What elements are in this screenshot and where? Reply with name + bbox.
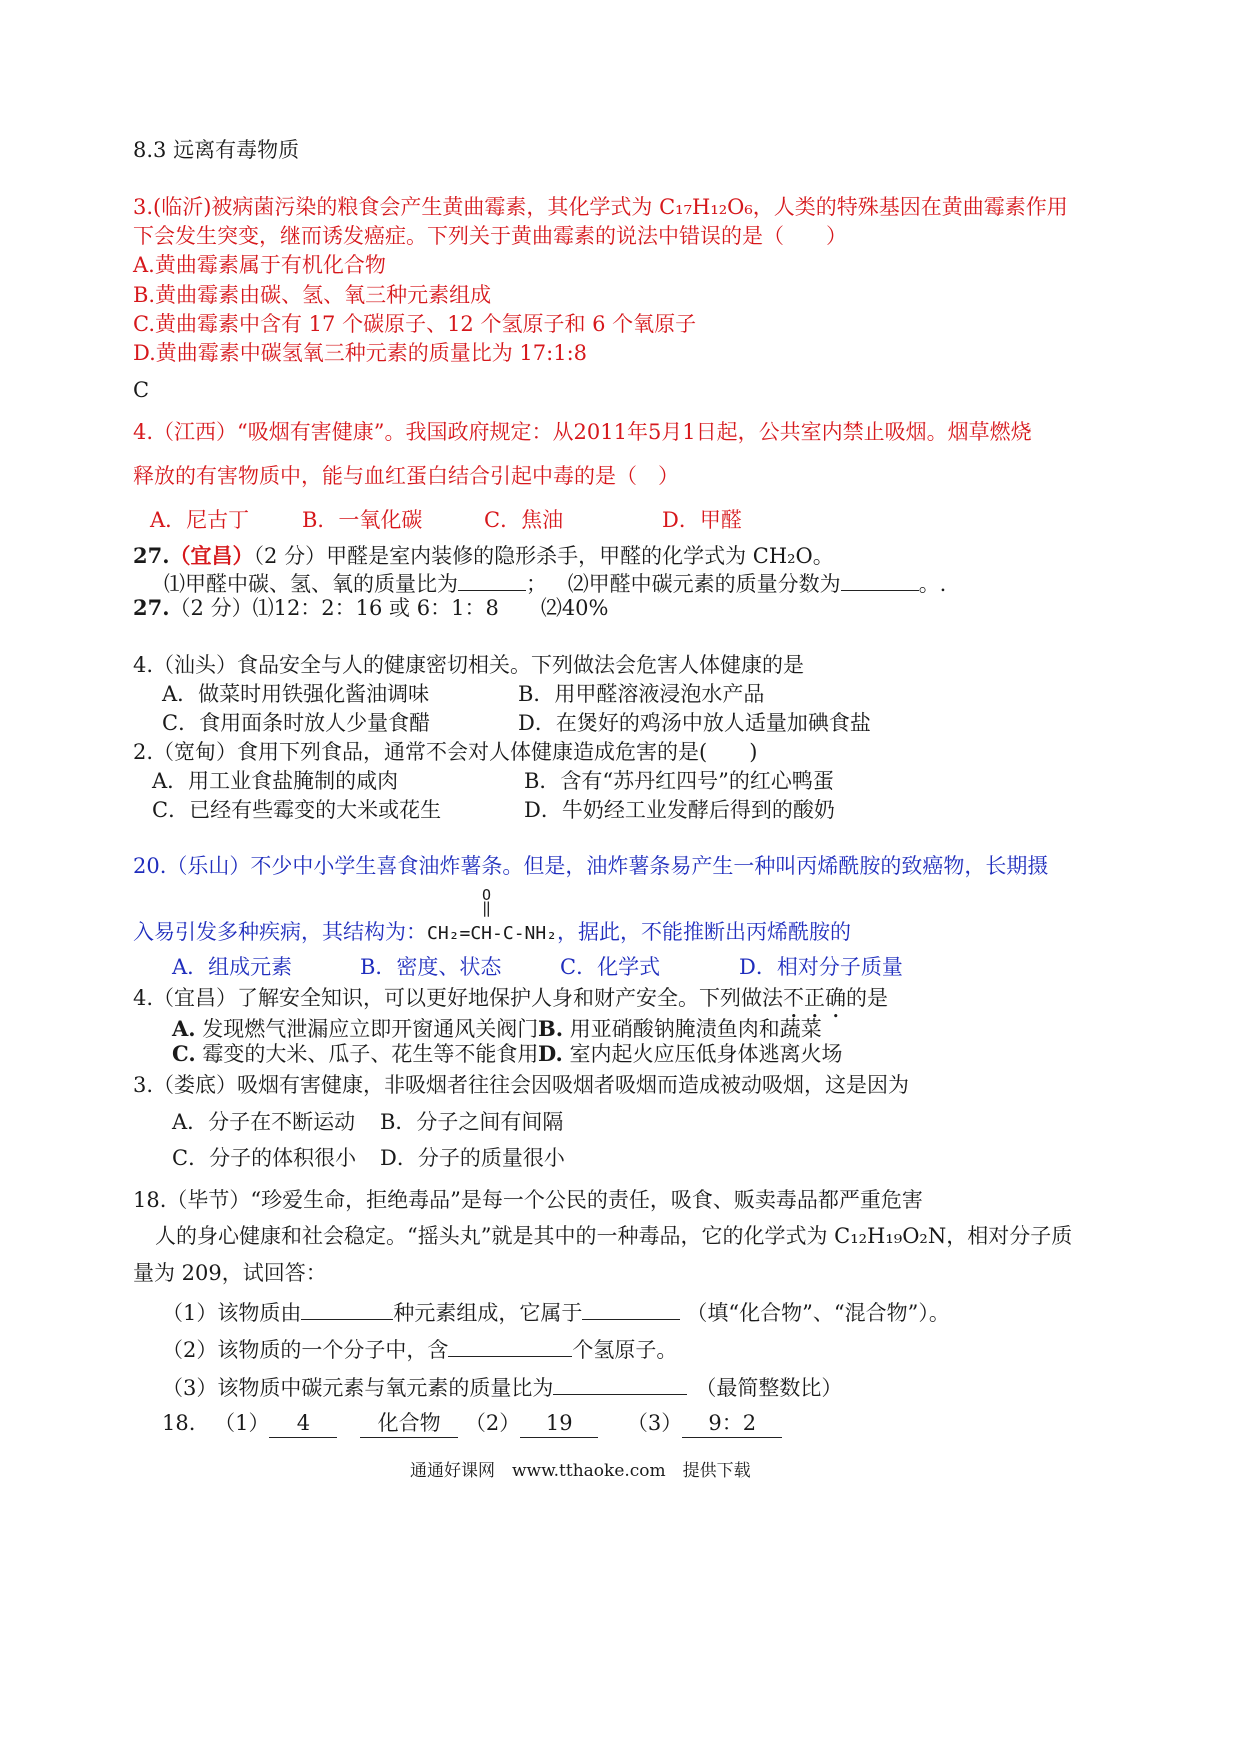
question-leshan-line2-a: 入易引发多种疾病，其结构为：	[133, 920, 427, 944]
option-b: B．用甲醛溶液浸泡水产品	[518, 682, 765, 706]
sub-question-2	[162, 1334, 677, 1364]
question-jiangxi-line1: 4.（江西）“吸烟有害健康”。我国政府规定：从2011年5月1日起，公共室内禁止吸烟。烟草燃烧	[133, 420, 1032, 444]
question-leshan-line2	[133, 918, 851, 948]
sub-question-text: （最简整数比）	[695, 1376, 843, 1400]
question-jiangxi-line2: 释放的有害物质中，能与血红蛋白结合引起中毒的是（ ）	[133, 464, 679, 488]
option-a: A.黄曲霉素属于有机化合物	[133, 253, 386, 277]
option-c: C.黄曲霉素中含有 17 个碳原子、12 个氢原子和 6 个氧原子	[133, 312, 697, 336]
option-text: 用亚硝酸钠腌渍鱼肉和蔬菜	[569, 1017, 822, 1041]
answer-value: 4	[269, 1409, 337, 1438]
structural-formula: CH₂=CH-C-NH₂	[427, 923, 558, 944]
option-b	[538, 1015, 822, 1043]
option-letter: D.	[538, 1041, 563, 1066]
sub-question-text: 种元素组成，它属于	[393, 1301, 583, 1325]
answer-label: （2）	[464, 1411, 521, 1435]
answer-yichang27	[133, 594, 609, 622]
option-b: B．一氧化碳	[302, 508, 423, 532]
question-kuandian: 2.（宽甸）食用下列食品，通常不会对人体健康造成危害的是( )	[133, 740, 758, 764]
question-bijie-line3: 量为 209，试回答：	[133, 1261, 327, 1285]
question-text: （2 分）甲醛是室内装修的隐形杀手，甲醛的化学式为 CH₂O。	[253, 544, 834, 568]
question-shantou: 4.（汕头）食品安全与人的健康密切相关。下列做法会危害人体健康的是	[133, 653, 805, 677]
option-b: B．密度、状态	[360, 955, 502, 979]
emphasis-not-correct: 不正确	[783, 986, 847, 1010]
answer-blank[interactable]	[301, 1297, 393, 1320]
section-title: 8.3 远离有毒物质	[133, 138, 300, 162]
answer-blank[interactable]	[553, 1372, 687, 1395]
answer-number: 27.	[133, 595, 170, 620]
option-b: B．含有“苏丹红四号”的红心鸭蛋	[524, 769, 834, 793]
option-d: D．相对分子质量	[739, 955, 903, 979]
answer-value: 化合物	[360, 1409, 458, 1438]
question-yichang27	[133, 542, 834, 570]
question-linyi-line1: 3.(临沂)被病菌污染的粮食会产生黄曲霉素，其化学式为 C₁₇H₁₂O₆，人类的特殊基因在黄曲霉素作用	[133, 195, 1068, 219]
sub-question-text: （3）该物质中碳元素与氧元素的质量比为	[162, 1376, 554, 1400]
sub-question-text: （2）该物质的一个分子中，含	[162, 1338, 449, 1362]
option-c: C．化学式	[560, 955, 661, 979]
option-c: C．食用面条时放人少量食醋	[162, 711, 431, 735]
option-letter: C.	[172, 1041, 196, 1066]
question-loudi: 3.（娄底）吸烟有害健康，非吸烟者往往会因吸烟者吸烟而造成被动吸烟，这是因为	[133, 1073, 910, 1097]
option-d: D．在煲好的鸡汤中放人适量加碘食盐	[518, 711, 871, 735]
answer-value: 19	[520, 1409, 598, 1438]
answer-blank[interactable]	[448, 1334, 572, 1357]
formula-double-bond: ‖	[482, 899, 492, 917]
sub-question-2: ⑵甲醛中碳元素的质量分数为	[567, 572, 841, 596]
option-c: C．分子的体积很小	[172, 1146, 357, 1170]
option-text: 发现燃气泄漏应立即开窗通风关阀门	[202, 1017, 539, 1041]
question-leshan-line1: 20.（乐山）不少中小学生喜食油炸薯条。但是，油炸薯条易产生一种叫丙烯酰胺的致癌物，长期摄	[133, 854, 1049, 878]
sub-question-text: （1）该物质由	[162, 1301, 302, 1325]
option-text: 室内起火应压低身体逃离火场	[569, 1042, 843, 1066]
option-letter: A.	[172, 1016, 196, 1041]
option-d	[538, 1040, 842, 1068]
answer-number: 18.	[162, 1411, 196, 1435]
answer-bijie	[162, 1409, 782, 1438]
answer-value: 9：2	[682, 1409, 782, 1438]
option-c: C．焦油	[484, 508, 564, 532]
answer-text: （2 分）⑴12：2：16 或 6：1：8 ⑵40%	[169, 596, 609, 620]
question-linyi-line2: 下会发生突变，继而诱发癌症。下列关于黄曲霉素的说法中错误的是（ ）	[133, 224, 847, 248]
footer-text: 通通好课网 www.tthaoke.com 提供下载	[410, 1461, 751, 1481]
question-leshan-line2-b: ，据此，不能推断出丙烯酰胺的	[557, 920, 852, 944]
option-b: B．分子之间有间隔	[380, 1110, 564, 1134]
option-a: A．做菜时用铁强化酱油调味	[162, 682, 430, 706]
question-number: 27.	[133, 543, 170, 568]
question-yichang4-c: 的是	[846, 986, 889, 1010]
answer-blank[interactable]	[582, 1297, 680, 1320]
question-bijie-line1: 18.（毕节）“珍爱生命，拒绝毒品”是每一个公民的责任，吸食、贩卖毒品都严重危害	[133, 1188, 923, 1212]
option-letter: B.	[538, 1016, 564, 1041]
sub-question-1: ⑴甲醛中碳、氢、氧的质量比为	[164, 572, 458, 596]
option-d: D．分子的质量很小	[380, 1146, 565, 1170]
sub-question-3	[162, 1372, 842, 1402]
option-a: A．尼古丁	[150, 508, 250, 532]
sub-question-text: 个氢原子。	[572, 1338, 678, 1362]
option-d: D．甲醛	[662, 508, 742, 532]
option-a	[172, 1015, 538, 1043]
option-c	[172, 1040, 538, 1068]
sub-question-1-end: ；	[526, 572, 547, 596]
option-d: D.黄曲霉素中碳氢氧三种元素的质量比为 17:1:8	[133, 341, 588, 365]
region-label: （宜昌）	[169, 543, 254, 568]
option-text: 霉变的大米、瓜子、花生等不能食用	[202, 1042, 539, 1066]
option-c: C．已经有些霉变的大米或花生	[152, 798, 442, 822]
question-bijie-line2: 人的身心健康和社会稳定。“摇头丸”就是其中的一种毒品，它的化学式为 C₁₂H₁₉O₂N，相对分子质	[155, 1224, 1073, 1248]
option-d: D．牛奶经工业发酵后得到的酸奶	[524, 798, 835, 822]
answer-blank[interactable]	[841, 568, 919, 591]
formula-oxygen: O	[482, 886, 492, 904]
sub-question-text: （填“化合物”、“混合物”）。	[686, 1301, 950, 1325]
answer-label: （3）	[626, 1411, 683, 1435]
answer-blank[interactable]	[458, 568, 526, 591]
sub-question-1	[162, 1297, 950, 1327]
answer-linyi: C	[133, 378, 150, 402]
option-b: B.黄曲霉素由碳、氢、氧三种元素组成	[133, 283, 492, 307]
option-a: A．分子在不断运动	[172, 1110, 356, 1134]
question-yichang4-a: 4.（宜昌）了解安全知识，可以更好地保护人身和财产安全。下列做法	[133, 986, 784, 1010]
answer-label: （1）	[214, 1411, 270, 1435]
option-a: A．用工业食盐腌制的咸肉	[152, 769, 399, 793]
sub-question-2-end: 。.	[918, 572, 947, 596]
option-a: A．组成元素	[172, 955, 293, 979]
